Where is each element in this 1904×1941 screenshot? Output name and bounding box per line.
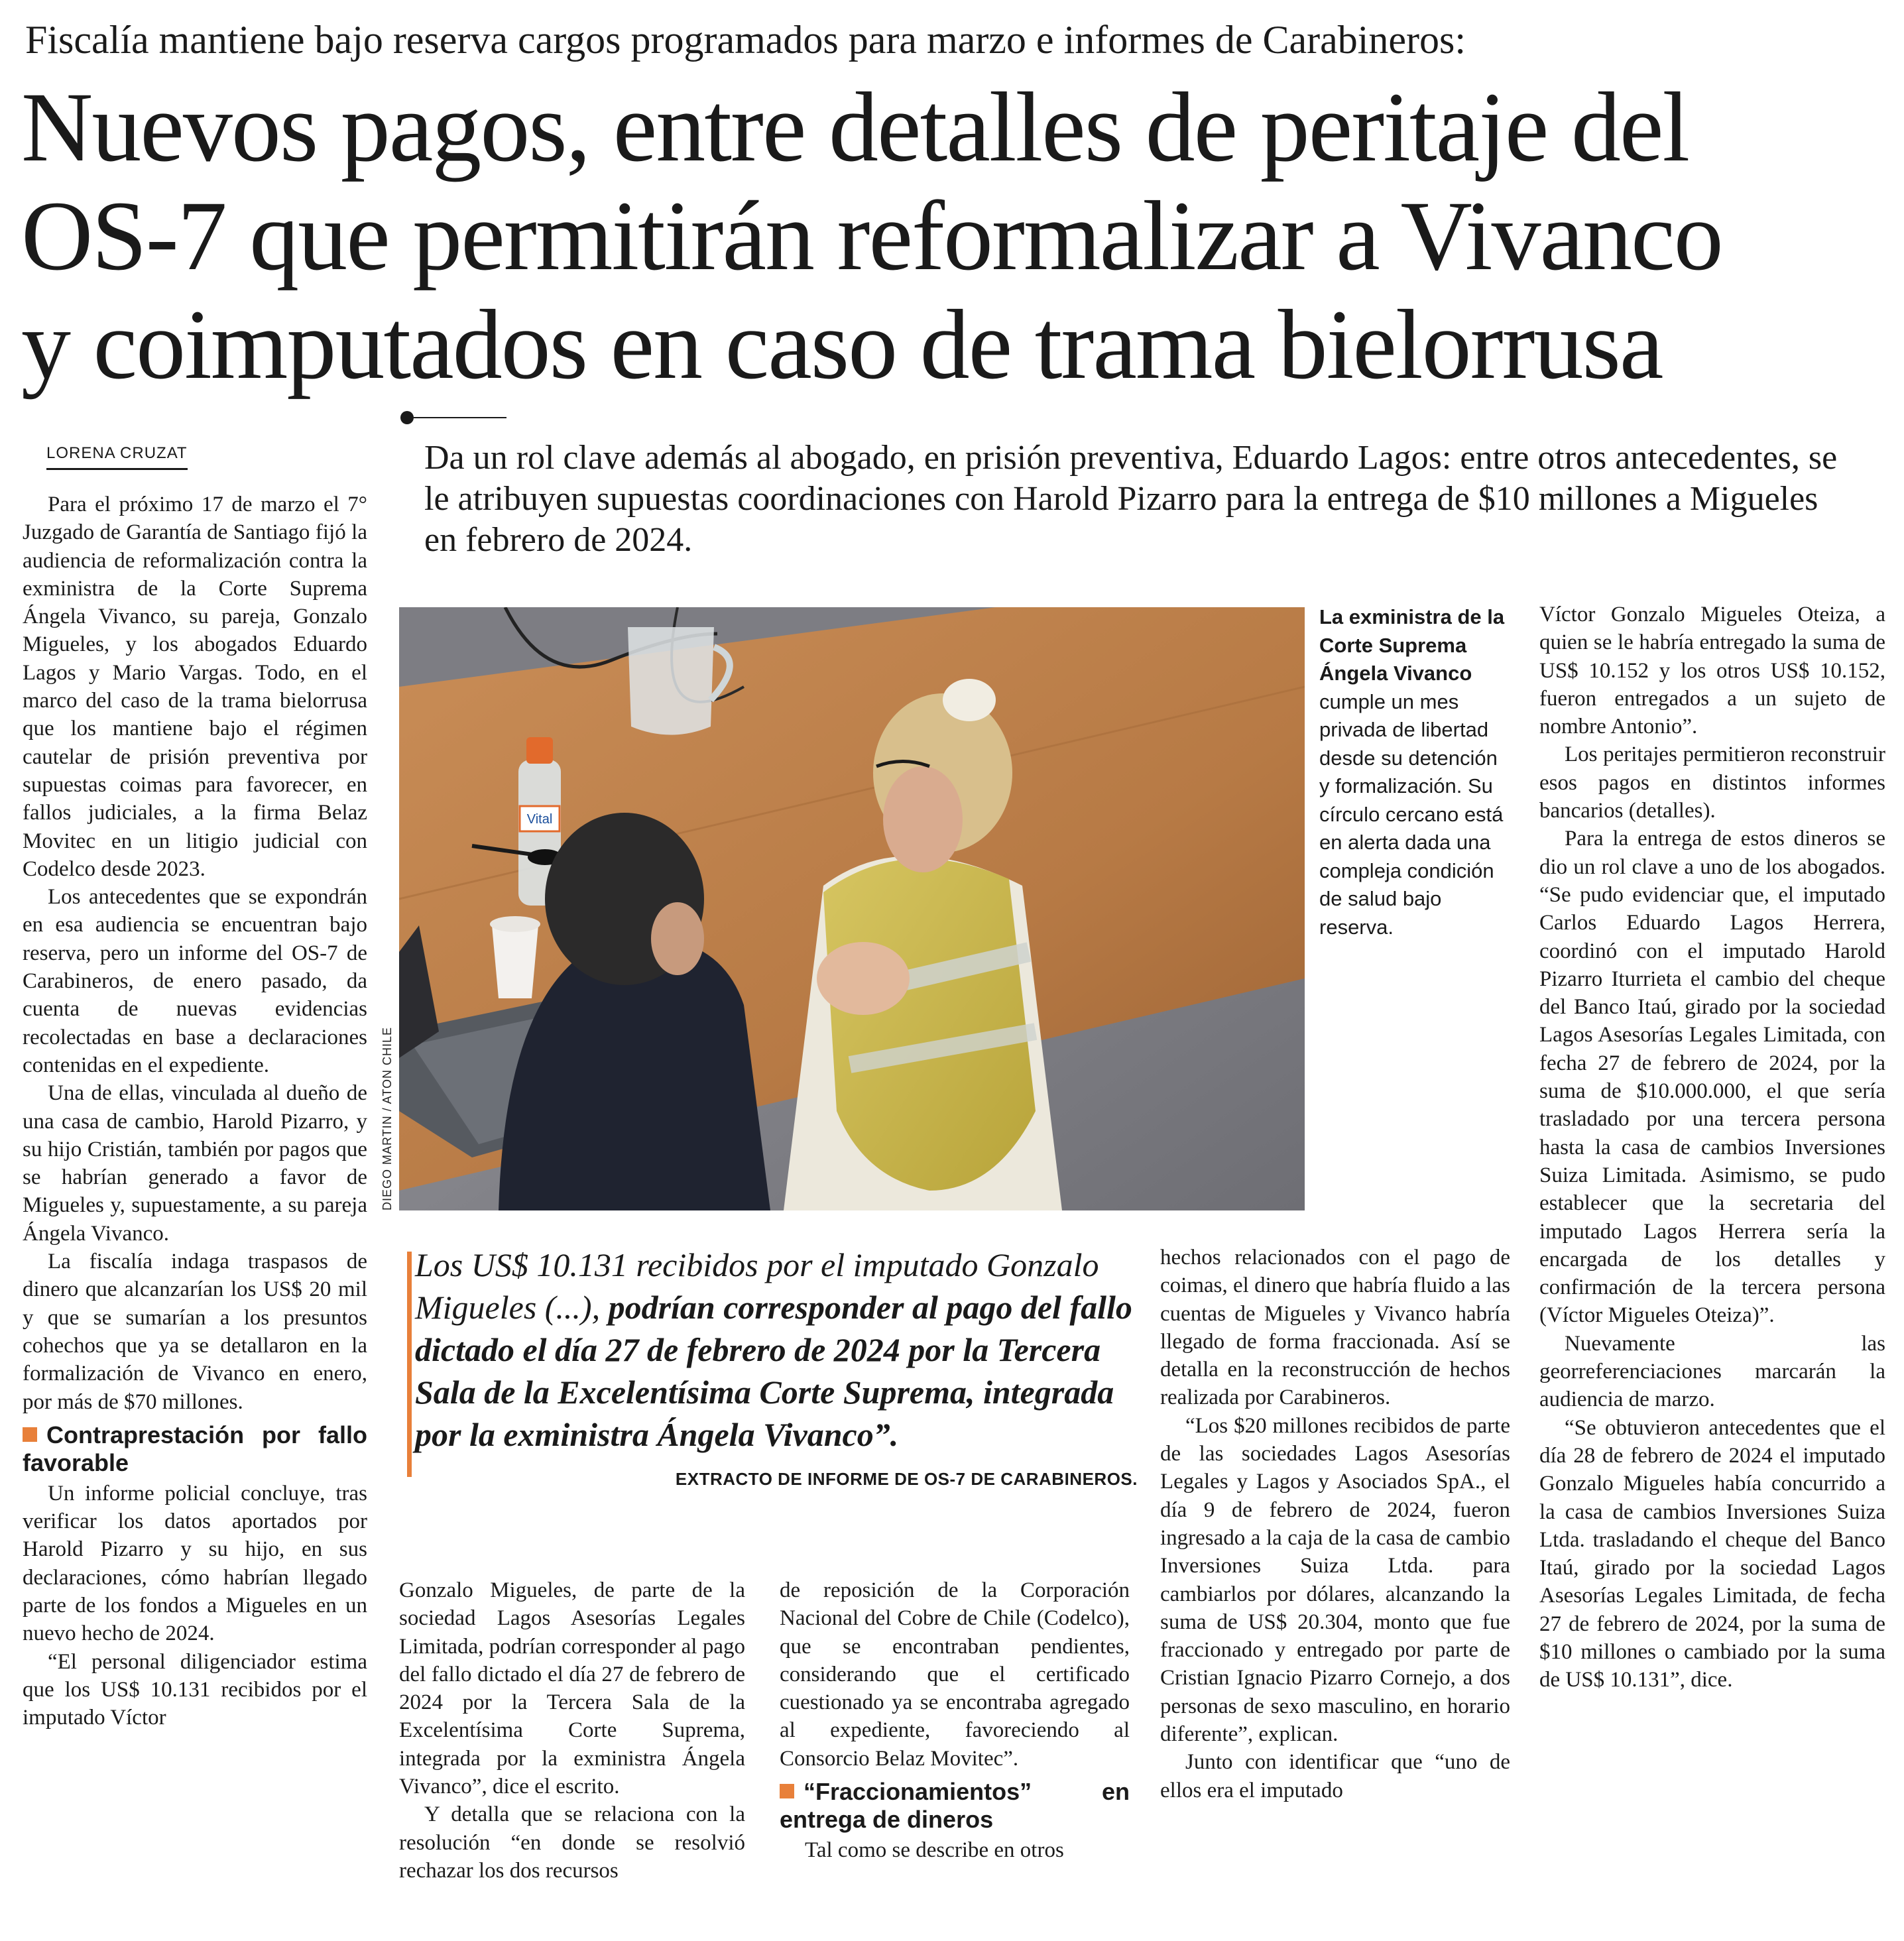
byline: LORENA CRUZAT [46, 444, 188, 470]
pull-quote-bar [407, 1252, 412, 1477]
bottle-label: Vital [526, 812, 553, 827]
paragraph: Tal como se describe en otros [805, 1838, 1064, 1863]
photo-credit: DIEGO MARTIN / ATON CHILE [381, 1026, 394, 1210]
section-rule [414, 417, 506, 418]
photo-caption [1319, 603, 1512, 941]
paragraph: “El personal diligenciador estima que los US$ 10.131 recibidos por el imputado Víctor [23, 1649, 367, 1730]
body-column-3 [780, 1576, 1130, 1864]
pull-quote [415, 1244, 1138, 1490]
paragraph: Los antecedentes que se expondrán en esa audiencia se encuentran bajo reserva, pero un informe del OS-7 de Carabineros, de enero pasado, da cuenta de nuevas evidencias recolectadas en base a declaraciones contenidas en el expediente. [23, 885, 367, 1077]
body-column-1 [23, 491, 367, 1732]
headline-line: Nuevos pagos, entre detalles de peritaje del [21, 72, 1689, 182]
pull-quote-bold: podrían corresponder al pago del fallo dictado el día 27 de febrero de 2024 por la Tercera Sala de la Excelentísima Corte Suprema, integrada por la exministra Ángela Vivanco”. [415, 1289, 1132, 1453]
paragraph: Una de ellas, vinculada al dueño de una casa de cambio, Harold Pizarro, y su hijo Cristián, también por pagos que se habrían generado a favor de Migueles y, supuestamente, a su pareja Ángela Vivanco. [23, 1081, 367, 1246]
coffee-cup [490, 916, 540, 998]
body-column-4 [1160, 1244, 1510, 1804]
article-kicker: Fiscalía mantiene bajo reserva cargos programados para marzo e informes de Carabineros: [25, 18, 1466, 62]
square-bullet-icon [23, 1427, 37, 1442]
pull-quote-source: EXTRACTO DE INFORME DE OS-7 DE CARABINEROS. [675, 1469, 1138, 1489]
paragraph: Y detalla que se relaciona con la resolución “en donde se resolvió rechazar los dos recursos [399, 1802, 745, 1883]
paragraph: Gonzalo Migueles, de parte de la sociedad Lagos Asesorías Legales Limitada, podrían corresponder al pago del fallo dictado el día 27 de febrero de 2024 por la Tercera Sala de la Excelentísima Corte Suprema, integrada por la exministra Ángela Vivanco”, dice el escrito. [399, 1578, 745, 1799]
paragraph: Junto con identificar que “uno de ellos era el imputado [1160, 1750, 1510, 1802]
headline-line: y coimputados en caso de trama bielorrusa [21, 290, 1663, 400]
article-headline [21, 73, 1891, 399]
body-column-5 [1539, 601, 1885, 1694]
square-bullet-icon [780, 1784, 794, 1798]
body-column-2 [399, 1576, 745, 1885]
paragraph: Para la entrega de estos dineros se dio un rol clave a uno de los abogados. “Se pudo evidenciar que, el imputado Carlos Eduardo Lagos Herrera, coordinó con el imputado Harold Pizarro Iturrieta el cambio del cheque del Banco Itaú, girado por la sociedad Lagos Asesorías Legales Limitada, con fecha 27 de febrero de 2024, por la suma de $10.000.000, el que sería trasladado por una tercera persona hasta la casa de cambios Inversiones Suiza Limitada. Asimismo, se pudo establecer que la secretaria del imputado Lagos Herrera sería la encargada de los detalles y confirmación de la tercera persona (Víctor Migueles Oteiza)”. [1539, 827, 1885, 1328]
paragraph: Un informe policial concluye, tras verificar los datos aportados por Harold Pizarro y su hijo, en sus declaraciones, cómo habrían llegado parte de los fondos a Migueles en un nuevo hecho de 2024. [23, 1481, 367, 1646]
paragraph: hechos relacionados con el pago de coimas, el dinero que habría fluido a las cuentas de Migueles y Vivanco habría llegado de forma fraccionada. Así se detalla en la reconstrucción de hechos realizada por Carabineros. [1160, 1246, 1510, 1410]
headline-line: OS-7 que permitirán reformalizar a Vivanco [21, 181, 1722, 291]
paragraph: Víctor Gonzalo Migueles Oteiza, a quien se le habría entregado la suma de US$ 10.152 y los otros US$ 10.152, fueron entregados a un sujeto de nombre Antonio”. [1539, 603, 1885, 739]
paragraph: Los peritajes permitieron reconstruir esos pagos en distintos informes bancarios (detalles). [1539, 742, 1885, 823]
subhead-text: Contraprestación por fallo favorable [23, 1421, 367, 1476]
subhead [23, 1421, 367, 1477]
paragraph: de reposición de la Corporación Nacional del Cobre de Chile (Codelco), que se encontraban pendientes, considerando que el certificado cuestionado ya se encontraba agregado al expediente, favoreciendo al Consorcio Belaz Movitec”. [780, 1578, 1130, 1771]
article-deck: Da un rol clave además al abogado, en prisión preventiva, Eduardo Lagos: entre otros antecedentes, se le atribuyen supuestas coordinaciones con Harold Pizarro para la entrega de $10 millones a Migueles en febrero de 2024. [424, 439, 1838, 559]
pull-quote-plain: Los US$ 10.131 recibidos por el imputado Gonzalo Migueles (...), [415, 1246, 1099, 1326]
paragraph: Nuevamente las georreferenciaciones marcarán la audiencia de marzo. [1539, 1331, 1885, 1412]
paragraph: “Los $20 millones recibidos de parte de las sociedades Lagos Asesorías Legales y Lagos y Asociados SpA., el día 9 de febrero de 2024, fueron ingresado a la caja de la casa de cambio Inversiones Suiza Ltda. para cambiarlos por dólares, alcanzando la suma de US$ 20.304, monto que fue fraccionado y entregado por parte de Cristian Ignacio Pizarro Cornejo, a dos personas de sexo masculino, en horario diferente”, explican. [1160, 1413, 1510, 1747]
paragraph: Para el próximo 17 de marzo el 7° Juzgado de Garantía de Santiago fijó la audiencia de reformalización contra la exministra de la Corte Suprema Ángela Vivanco, su pareja, Gonzalo Migueles, y los abogados Eduardo Lagos y Mario Vargas. Todo, en el marco del caso de la trama bielorrusa que los mantiene bajo el régimen cautelar de prisión preventiva por supuestas coimas para favorecer, en fallos judiciales, a la firma Belaz Movitec en un litigio judicial con Codelco desde 2023. [23, 493, 367, 881]
news-photo [399, 607, 1305, 1210]
caption-bold: La exministra de la Corte Suprema Ángela Vivanco [1319, 605, 1505, 685]
caption-text: cumple un mes privada de libertad desde su detención y formalización. Su círculo cercano está en alerta dada una compleja condición de salud bajo reserva. [1319, 689, 1504, 939]
paragraph: “Se obtuvieron antecedentes que el día 28 de febrero de 2024 el imputado Gonzalo Migueles había concurrido a la casa de cambios Inversiones Suiza Ltda. trasladando el cheque del Banco Itaú, girado por la sociedad Lagos Asesorías Legales Limitada, de fecha 27 de febrero de 2024, por la suma de $10 millones o cambiado por la suma de US$ 10.131”, dice. [1539, 1415, 1885, 1692]
paragraph: La fiscalía indaga traspasos de dinero que alcanzarían los US$ 20 mil y que se sumarían a los presuntos cohechos que ya se detallaron en la formalización de Vivanco en enero, por más de $70 millones. [23, 1250, 367, 1414]
section-rule-dot [400, 411, 414, 424]
subhead [780, 1778, 1130, 1834]
subhead-text: “Fraccionamientos” en entrega de dineros [780, 1778, 1130, 1834]
